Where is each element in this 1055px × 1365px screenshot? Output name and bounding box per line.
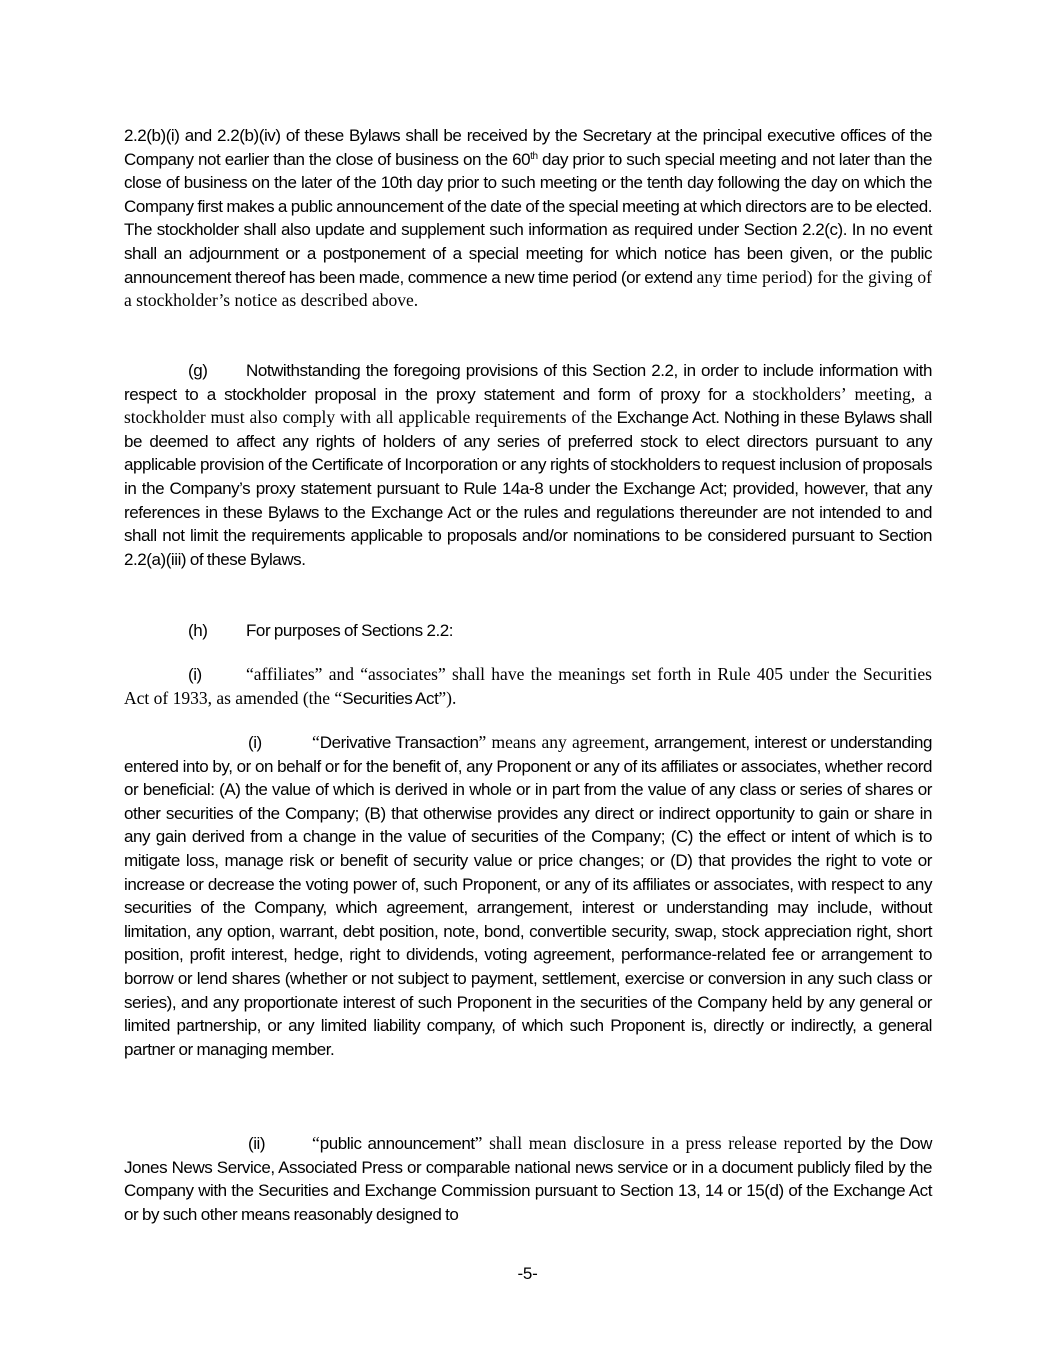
paragraph-h — [124, 619, 932, 643]
paragraph-text: Notwithstanding the foregoing provisions of this Section 2.2, in order to include information with respect to a stockholder proposal in the proxy statement and form of proxy for a — [124, 361, 932, 404]
paragraph-text: 2.2(b)(i) and 2.2(b)(iv) of these Bylaws shall be received by the Secretary at the principal executive offices of the Company not earlier than the close of business on the 60 — [124, 126, 932, 169]
defined-term: public announcement — [319, 1134, 475, 1153]
paragraph-special-meeting-notice — [124, 124, 932, 313]
paragraph-label-h: (h) — [188, 621, 208, 640]
page-number: -5- — [517, 1264, 538, 1283]
paragraph-text-serif: ” means any agreement, — [478, 732, 650, 752]
defined-term: Derivative Transaction — [319, 733, 479, 752]
paragraph-text-serif: stockholders’ meeting, a stockholder must also comply with all applicable requirements of the — [124, 383, 932, 428]
paragraph-text-serif: “ — [312, 732, 320, 752]
paragraph-text-serif: any time period) for the giving of a stockholder’s notice as described above. — [124, 266, 932, 311]
paragraph-text-serif: “affiliates — [246, 664, 315, 684]
paragraph-derivative-transaction-definition — [124, 731, 932, 1061]
paragraph-label-g: (g) — [188, 361, 208, 380]
defined-term: Securities Act — [342, 688, 439, 708]
superscript-th: th — [530, 150, 538, 162]
paragraph-text: For purposes of Sections 2.2: — [246, 621, 454, 640]
paragraph-label-i: (i) — [248, 733, 262, 752]
paragraph-text: day prior to such special meeting and not later than the close of business on the later of the 10th day prior to such meeting or the tenth day following the day on which the Company first makes a public announcement of the date of the special meeting at which directors are to be elected. The stockholder shall also update and supplement such information as required under Section 2.2(c). In no event shall an adjournment or a postponement of a special meeting for which notice has been given, or the public announcement thereof has been made, commence a new time period (or extend — [124, 149, 932, 287]
paragraph-label-i: (i) — [188, 665, 202, 684]
paragraph-g — [124, 359, 932, 571]
paragraph-affiliates-definition — [124, 663, 932, 710]
paragraph-text-serif: ”). — [438, 687, 457, 708]
paragraph-text-serif: ” shall mean disclosure in a press release reported — [474, 1133, 842, 1153]
paragraph-public-announcement-definition — [124, 1132, 932, 1226]
paragraph-text-serif: ” and “associates” shall have the meanings set forth in Rule 405 under the Securities Act of 1933, as amended (the “ — [124, 664, 932, 708]
paragraph-text: by the Dow Jones News Service, Associated Press or comparable national news service or in a document publicly filed by the Company with the Securities and Exchange Commission pursuant to Section 13, 14 or 15(d) of the Exchange Act or by such other means reasonably designed to — [124, 1134, 932, 1224]
paragraph-text: arrangement, interest or understanding entered into by, or on behalf or for the benefit of, any Proponent or any of its affiliates or associates, whether record or beneficial: (A) the value of which is derived in whole or in part from the value of any class or series of shares or other securities of the Company; (B) that otherwise provides any direct or indirect opportunity to gain or share in any gain derived from a change in the value of securities of the Company; (C) the effect or intent of which is to mitigate loss, manage risk or benefit of security value or price changes; or (D) that provides the right to vote or increase or decrease the voting power of, such Proponent, or any of its affiliates or associates, with respect to any securities of the Company, which agreement, arrangement, interest or understanding may include, without limitation, any option, warrant, debt position, note, bond, convertible security, swap, stock appreciation right, short position, profit interest, hedge, right to dividends, voting agreement, performance-related fee or arrangement to borrow or lend shares (whether or not subject to payment, settlement, exercise or conversion in any such class or series), and any proportionate interest of such Proponent in the securities of the Company held by any general or limited partnership, or any limited liability company, of which such Proponent is, directly or indirectly, a general partner or managing member. — [124, 733, 932, 1059]
paragraph-text-serif: “ — [312, 1133, 320, 1153]
paragraph-label-ii: (ii) — [248, 1134, 266, 1153]
paragraph-text: Exchange Act. Nothing in these Bylaws shall be deemed to affect any rights of holders of any series of preferred stock to elect directors pursuant to any applicable provision of the Certificate of Incorporation or any rights of stockholders to request inclusion of proposals in the Company’s proxy statement pursuant to Rule 14a-8 under the Exchange Act; provided, however, that any references in these Bylaws to the Exchange Act or the rules and regulations thereunder are not intended to and shall not limit the requirements applicable to proposals and/or nominations to be considered pursuant to Section 2.2(a)(iii) of these Bylaws. — [124, 408, 933, 569]
